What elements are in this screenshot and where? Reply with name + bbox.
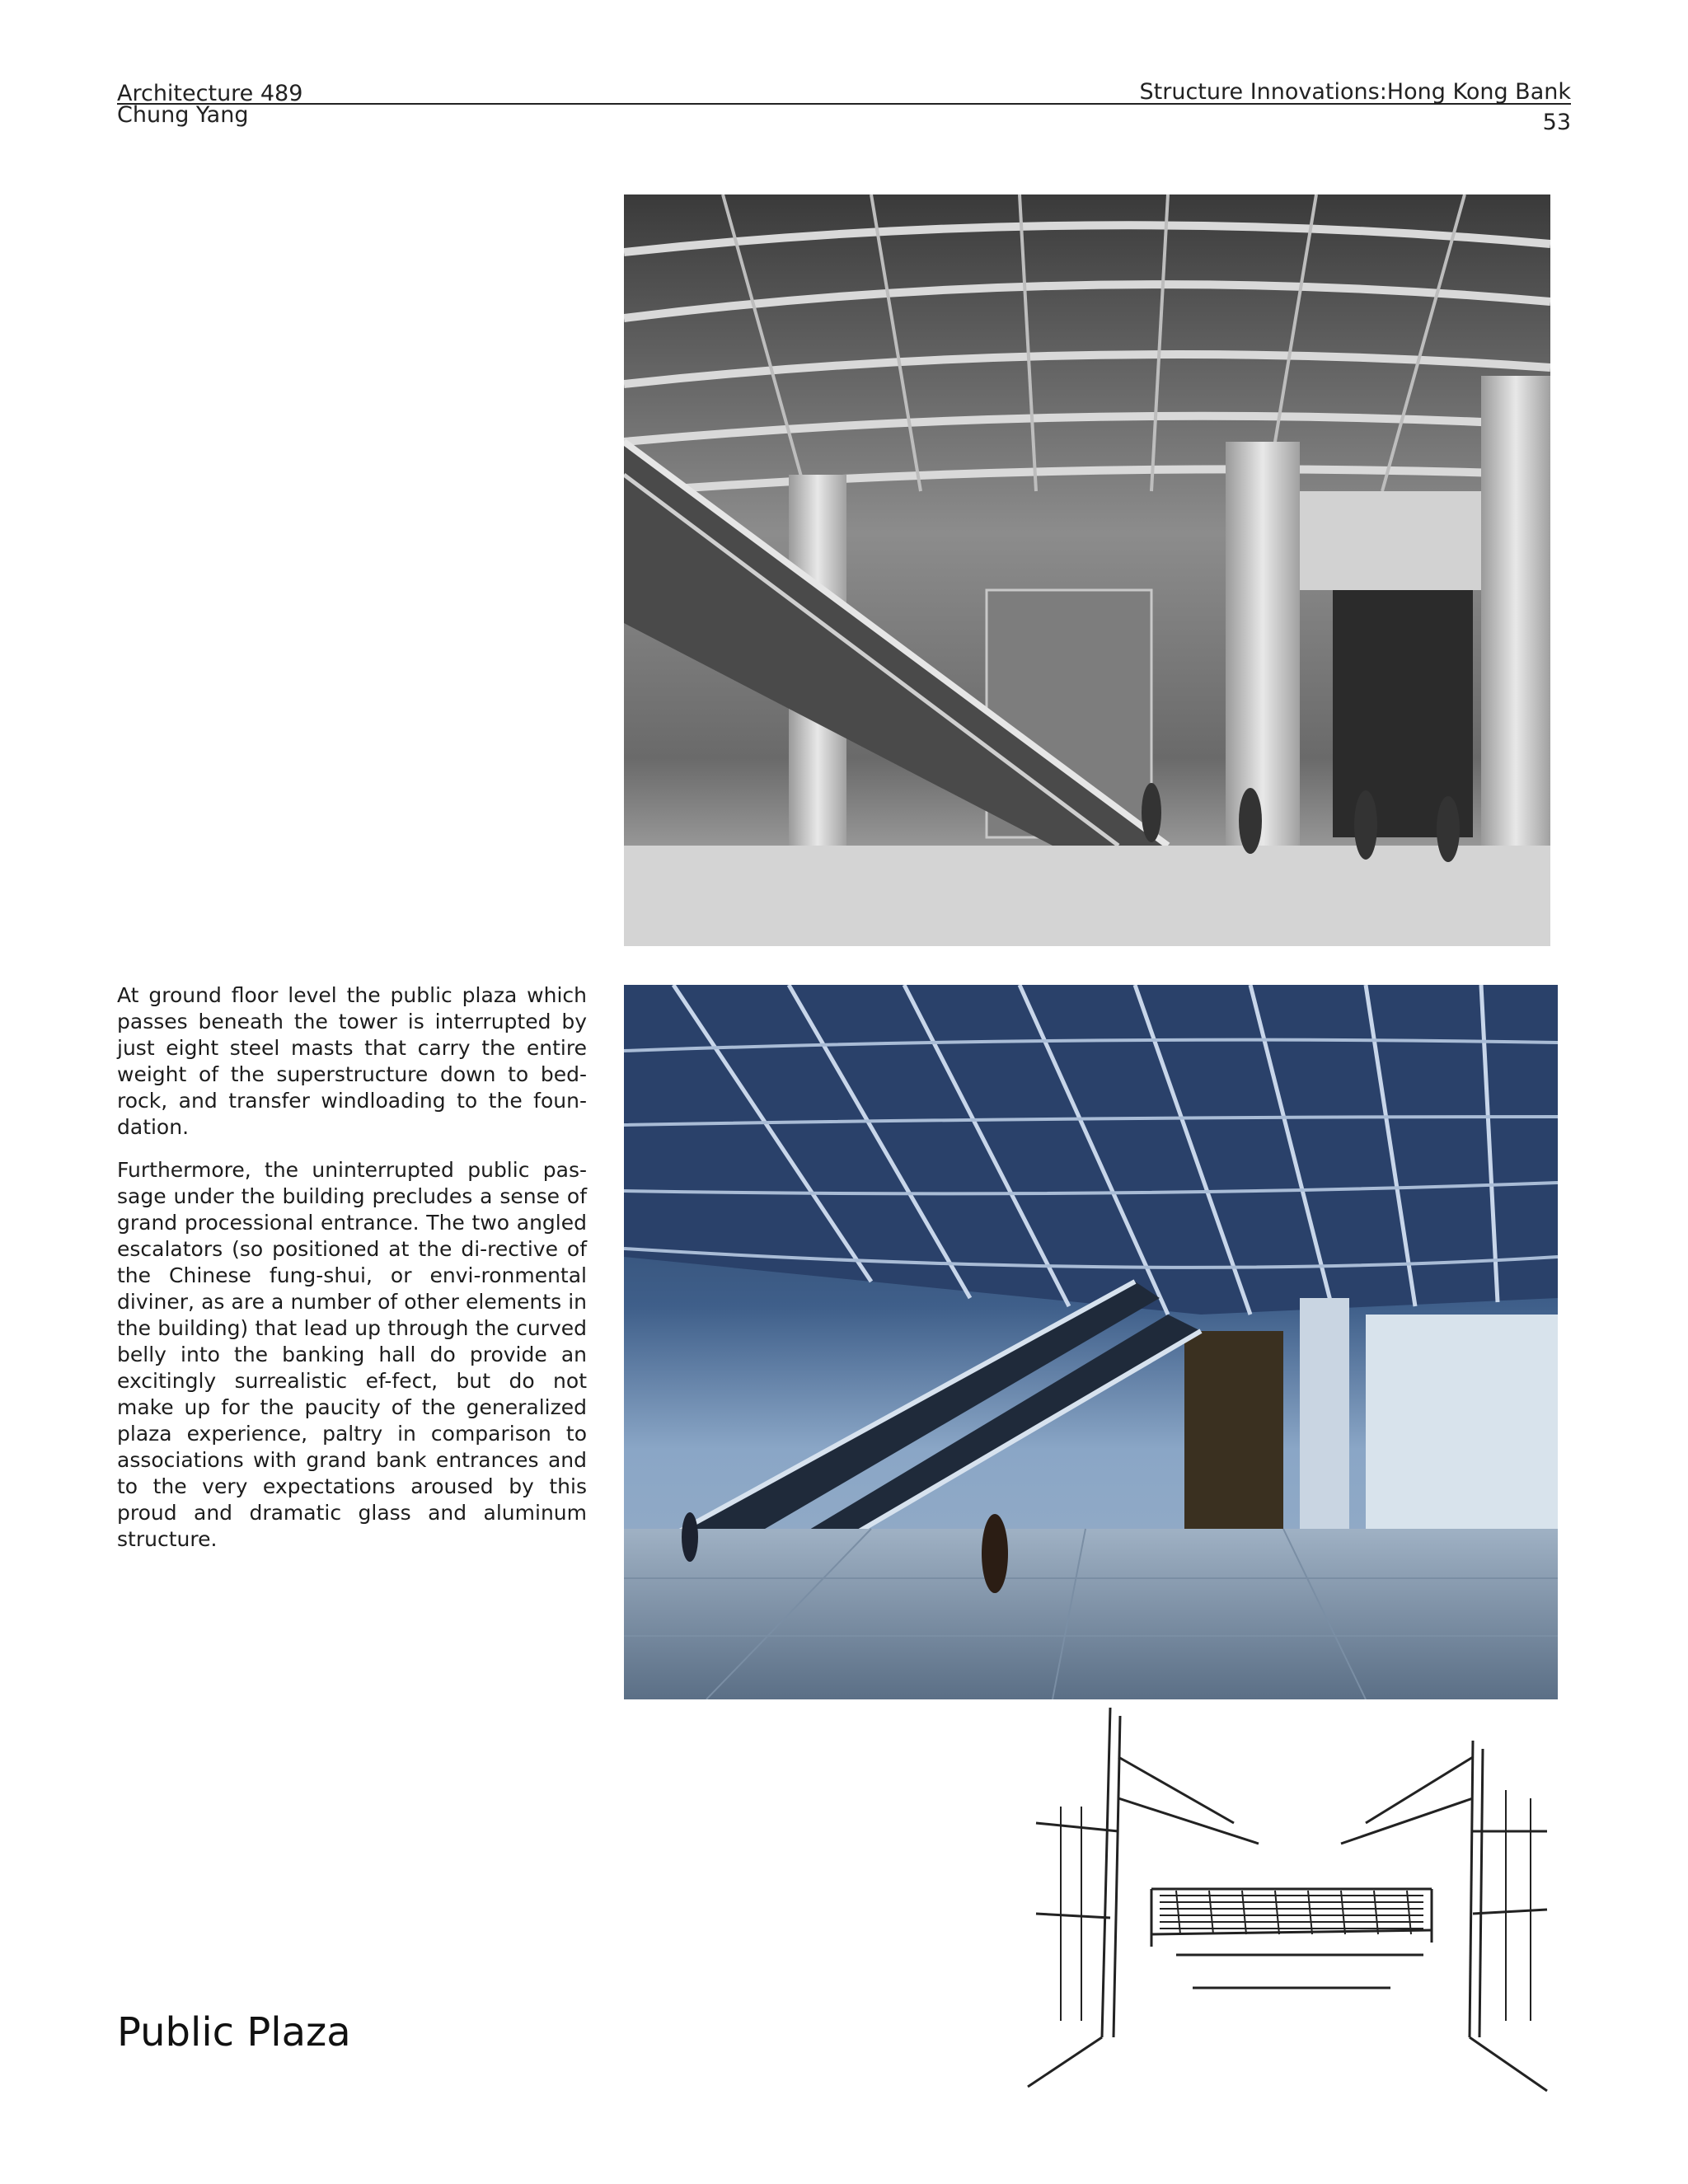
color-plaza-photo: [624, 985, 1558, 1699]
page-number: 53: [1542, 110, 1571, 135]
plaza-sketch: [1011, 1708, 1572, 2097]
paragraph-2: Furthermore, the uninterrupted public pas-sage under the building precludes a sense of grand processional entrance. The two angled escalators (so positioned at the di-rective of the Chinese fung-shui, or envi-ronmental diviner, as are a number of other elements in the building) that lead up through the curved belly into the banking hall do provide an excitingly surrealistic ef-fect, but do not make up for the paucity of the generalized plaza experience, paltry in comparison to associations with grand bank entrances and to the very expectations aroused by this proud and dramatic glass and aluminum structure.: [117, 1158, 587, 1551]
author-name: Chung Yang: [117, 102, 249, 128]
course-label: Architecture 489: [117, 81, 303, 106]
section-title: Public Plaza: [117, 2009, 351, 2055]
paragraph-1: At ground floor level the public plaza which passes beneath the tower is interrupted by just eight steel masts that carry the entire weight of the superstructure down to bed-rock, and transfer windloading to the foun-dation.: [117, 983, 587, 1139]
body-text: [117, 982, 587, 1569]
document-title: Structure Innovations:Hong Kong Bank: [1139, 79, 1571, 105]
bw-plaza-photo: [624, 194, 1550, 946]
